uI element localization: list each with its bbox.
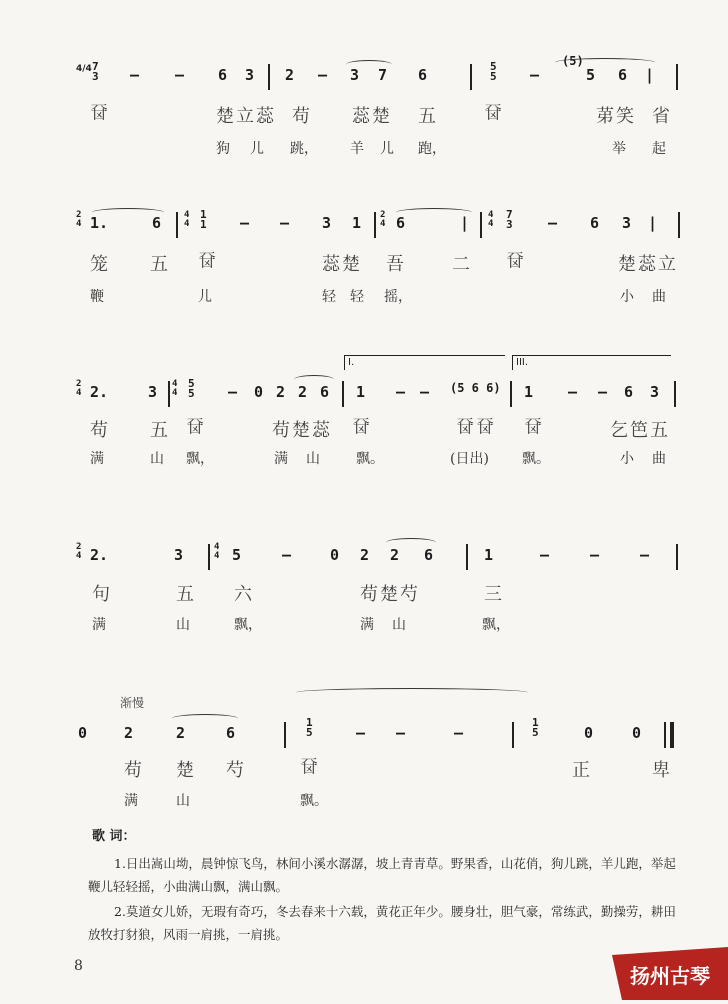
barline [678, 212, 680, 238]
lyric-syllable: 山 [150, 451, 164, 467]
lyric-row [0, 138, 728, 158]
barline [470, 64, 472, 90]
barline [466, 544, 468, 570]
note: – [590, 546, 600, 564]
note: 3 [650, 383, 660, 401]
note: 1. [90, 214, 109, 232]
note: – [318, 66, 328, 84]
note: – [454, 724, 464, 742]
barline [510, 381, 512, 407]
tablature-glyph: 𠀮 [198, 251, 218, 272]
note: 5 5 [490, 60, 497, 83]
note: 1 5 [532, 716, 539, 739]
note: 6 [226, 724, 236, 742]
note: – [598, 383, 608, 401]
tie-arc [346, 60, 392, 69]
note: 6 [624, 383, 634, 401]
tablature-glyph: 𠀮 [506, 251, 526, 272]
note: | [645, 66, 655, 84]
tablature-glyph: 五 [150, 254, 170, 275]
tablature-row [0, 102, 728, 132]
note: – [175, 66, 185, 84]
lyrics-verse-2: 2.莫道女儿娇，无瑕有奇巧，冬去春来十六载，黄花正年少。腰身壮，胆气豪，常练武，勤操劳，耕田放牧打豺狼，风雨一肩挑，一肩挑。 [88, 904, 676, 942]
tablature-glyph: 苟 [90, 420, 110, 441]
lyric-syllable: 满 [124, 793, 138, 809]
note: 6 [320, 383, 330, 401]
note: 0 [584, 724, 594, 742]
page-number: 8 [74, 958, 83, 974]
time-signature: 4 4 [172, 379, 178, 398]
note: – [356, 724, 366, 742]
time-signature: 4 4 [214, 542, 220, 561]
barline [342, 381, 344, 407]
note: 5 [586, 66, 596, 84]
note: – [548, 214, 558, 232]
tablature-glyph: 五 [418, 106, 438, 127]
tablature-glyph: 蕊楚 [352, 106, 392, 127]
note: – [540, 546, 550, 564]
barline [676, 544, 678, 570]
barline [208, 544, 210, 570]
lyric-syllable: 山 [176, 793, 190, 809]
lyric-syllable: 羊 [350, 141, 364, 157]
lyric-syllable: 轻 [322, 289, 336, 305]
lyric-syllable: 轻 [350, 289, 364, 305]
note: 7 3 [92, 60, 99, 83]
note: 6 [424, 546, 434, 564]
lyrics-verse-1: 1.日出嵩山坳，晨钟惊飞鸟，林间小溪水潺潺，坡上青青草。野果香，山花俏，狗儿跳，羊儿跑，举起鞭儿轻轻摇，小曲满山飘，满山飘。 [88, 856, 676, 894]
volta-bracket-1 [344, 355, 505, 370]
note: 3 [148, 383, 158, 401]
note: 3 [245, 66, 255, 84]
logo-badge-icon [612, 947, 728, 1000]
tablature-glyph: 五 [150, 420, 170, 441]
note: 2 [298, 383, 308, 401]
tablature-glyph: 正 [572, 760, 592, 781]
lyric-row [0, 286, 728, 306]
tablature-glyph: 苐笑 [596, 106, 636, 127]
lyric-syllable: 儿 [380, 141, 394, 157]
tablature-glyph: 𠀮𠀮 [456, 417, 496, 438]
lyric-syllable: 狗 [216, 141, 230, 157]
lyric-syllable: 山 [306, 451, 320, 467]
lyric-syllable: 摇， [384, 289, 412, 305]
barline [512, 722, 514, 748]
tablature-glyph: 𠀮 [186, 417, 206, 438]
barline [176, 212, 178, 238]
tablature-glyph: 苟楚蕊 [272, 420, 332, 441]
barline [374, 212, 376, 238]
lyric-syllable: 小 [620, 289, 634, 305]
lyric-syllable: 曲 [652, 289, 666, 305]
tablature-glyph: 苟 [124, 760, 144, 781]
tie-arc [386, 538, 436, 547]
tablature-glyph: 𠀮 [352, 417, 372, 438]
tablature-glyph: 苟 [292, 106, 312, 127]
note: 1 [484, 546, 494, 564]
tablature-row [0, 756, 728, 786]
tie-arc [172, 714, 238, 723]
time-signature: 4/4 [76, 64, 92, 74]
tablature-glyph: 省 [652, 106, 672, 127]
note: 0 [254, 383, 264, 401]
note: 3 [174, 546, 184, 564]
lyric-syllable: 飘， [234, 617, 262, 633]
lyric-syllable: 举 [612, 141, 626, 157]
lyric-syllable: 跑， [418, 141, 446, 157]
lyric-syllable: 满 [92, 617, 106, 633]
time-signature: 4 4 [184, 210, 190, 229]
note: 3 [322, 214, 332, 232]
note: – [228, 383, 238, 401]
note: 2 [285, 66, 295, 84]
note: – [640, 546, 650, 564]
note: | [648, 214, 658, 232]
note: (5) [562, 54, 584, 68]
lyrics-title: 歌 词： [92, 829, 136, 844]
note: (5 6 6) [450, 381, 501, 395]
time-signature: 2 4 [76, 542, 82, 561]
note: | [460, 214, 470, 232]
logo-text: 扬州古琴 [630, 964, 710, 988]
tie-arc [294, 375, 334, 384]
yangzhou-guqin-logo [612, 947, 728, 1000]
lyric-syllable: 山 [176, 617, 190, 633]
lyric-syllable: 儿 [250, 141, 264, 157]
note: 1 [356, 383, 366, 401]
lyric-syllable: (日出) [450, 451, 489, 467]
tie-arc [396, 208, 472, 217]
barline [674, 381, 676, 407]
lyric-syllable: 飘。 [356, 451, 384, 467]
barline [268, 64, 270, 90]
tablature-glyph: 六 [234, 584, 254, 605]
lyric-syllable: 飘， [482, 617, 510, 633]
tablature-glyph: 𠀮 [484, 103, 504, 124]
note: 6 [618, 66, 628, 84]
note: – [280, 214, 290, 232]
note: 2 [276, 383, 286, 401]
note: 6 [396, 214, 406, 232]
note: 2 [124, 724, 134, 742]
final-barline [670, 722, 674, 748]
note: – [420, 383, 430, 401]
lyric-syllable: 起 [652, 141, 666, 157]
note: 0 [78, 724, 88, 742]
note: 3 [622, 214, 632, 232]
note: – [530, 66, 540, 84]
lyric-syllable: 飘。 [300, 793, 328, 809]
note: 6 [152, 214, 162, 232]
lyric-syllable: 飘， [186, 451, 214, 467]
note: 5 5 [188, 377, 195, 400]
volta-bracket-2 [512, 355, 671, 370]
tablature-glyph: 三 [484, 584, 504, 605]
note: 2. [90, 546, 109, 564]
lyric-syllable: 满 [274, 451, 288, 467]
tablature-glyph: 吾 [386, 254, 406, 275]
note: 0 [632, 724, 642, 742]
tablature-glyph: 𠀮 [90, 103, 110, 124]
tempo-marking: 渐慢 [120, 696, 145, 710]
note: 6 [218, 66, 228, 84]
note: 6 [590, 214, 600, 232]
tie-arc [296, 688, 528, 697]
lyric-syllable: 小 [620, 451, 634, 467]
volta-label: III. [516, 357, 529, 368]
lyrics-section [88, 825, 688, 946]
note: 2 [360, 546, 370, 564]
time-signature: 2 4 [76, 379, 82, 398]
tablature-glyph: 楚蕊立 [618, 254, 678, 275]
lyric-row [0, 614, 728, 634]
lyric-row [0, 790, 728, 810]
note: 1 [524, 383, 534, 401]
note: 3 [350, 66, 360, 84]
tie-arc [92, 208, 164, 217]
tablature-glyph: 笼 [90, 254, 110, 275]
tablature-glyph: 𠀮 [524, 417, 544, 438]
barline [664, 722, 666, 748]
barline [480, 212, 482, 238]
note: 2 [176, 724, 186, 742]
note: – [130, 66, 140, 84]
barline [168, 381, 170, 407]
note: 7 3 [506, 208, 513, 231]
tie-arc [555, 58, 655, 67]
lyric-syllable: 跳， [290, 141, 318, 157]
note: – [568, 383, 578, 401]
note: – [282, 546, 292, 564]
note: – [240, 214, 250, 232]
note: – [396, 383, 406, 401]
note: 2. [90, 383, 109, 401]
tablature-glyph: 二 [452, 254, 472, 275]
lyric-syllable: 山 [392, 617, 406, 633]
lyric-syllable: 曲 [652, 451, 666, 467]
time-signature: 2 4 [76, 210, 82, 229]
tablature-glyph: 五 [176, 584, 196, 605]
tablature-glyph: 楚 [176, 760, 196, 781]
note: – [396, 724, 406, 742]
note: 6 [418, 66, 428, 84]
barline [676, 64, 678, 90]
tablature-row [0, 580, 728, 610]
tablature-glyph: 卑 [652, 760, 672, 781]
tablature-glyph: 𠀮 [300, 757, 320, 778]
note: 5 [232, 546, 242, 564]
lyric-syllable: 儿 [198, 289, 212, 305]
lyric-syllable: 鞭 [90, 289, 104, 305]
tablature-glyph: 乞笆五 [610, 420, 670, 441]
lyric-syllable: 满 [360, 617, 374, 633]
tablature-glyph: 芍 [226, 760, 246, 781]
lyric-syllable: 飘。 [522, 451, 550, 467]
tablature-glyph: 蕊楚 [322, 254, 362, 275]
tablature-row [0, 416, 728, 446]
note: 1 5 [306, 716, 313, 739]
tablature-glyph: 楚立蕊 [216, 106, 276, 127]
time-signature: 4 4 [488, 210, 494, 229]
note: 7 [378, 66, 388, 84]
tablature-glyph: 苟楚芍 [360, 584, 420, 605]
barline [284, 722, 286, 748]
volta-label: I. [348, 357, 355, 368]
note: 2 [390, 546, 400, 564]
time-signature: 2 4 [380, 210, 386, 229]
tablature-glyph: 句 [92, 584, 112, 605]
note: 1 1 [200, 208, 207, 231]
note: 1 [352, 214, 362, 232]
tablature-row [0, 250, 728, 280]
lyric-syllable: 满 [90, 451, 104, 467]
lyric-row [0, 448, 728, 468]
note: 0 [330, 546, 340, 564]
